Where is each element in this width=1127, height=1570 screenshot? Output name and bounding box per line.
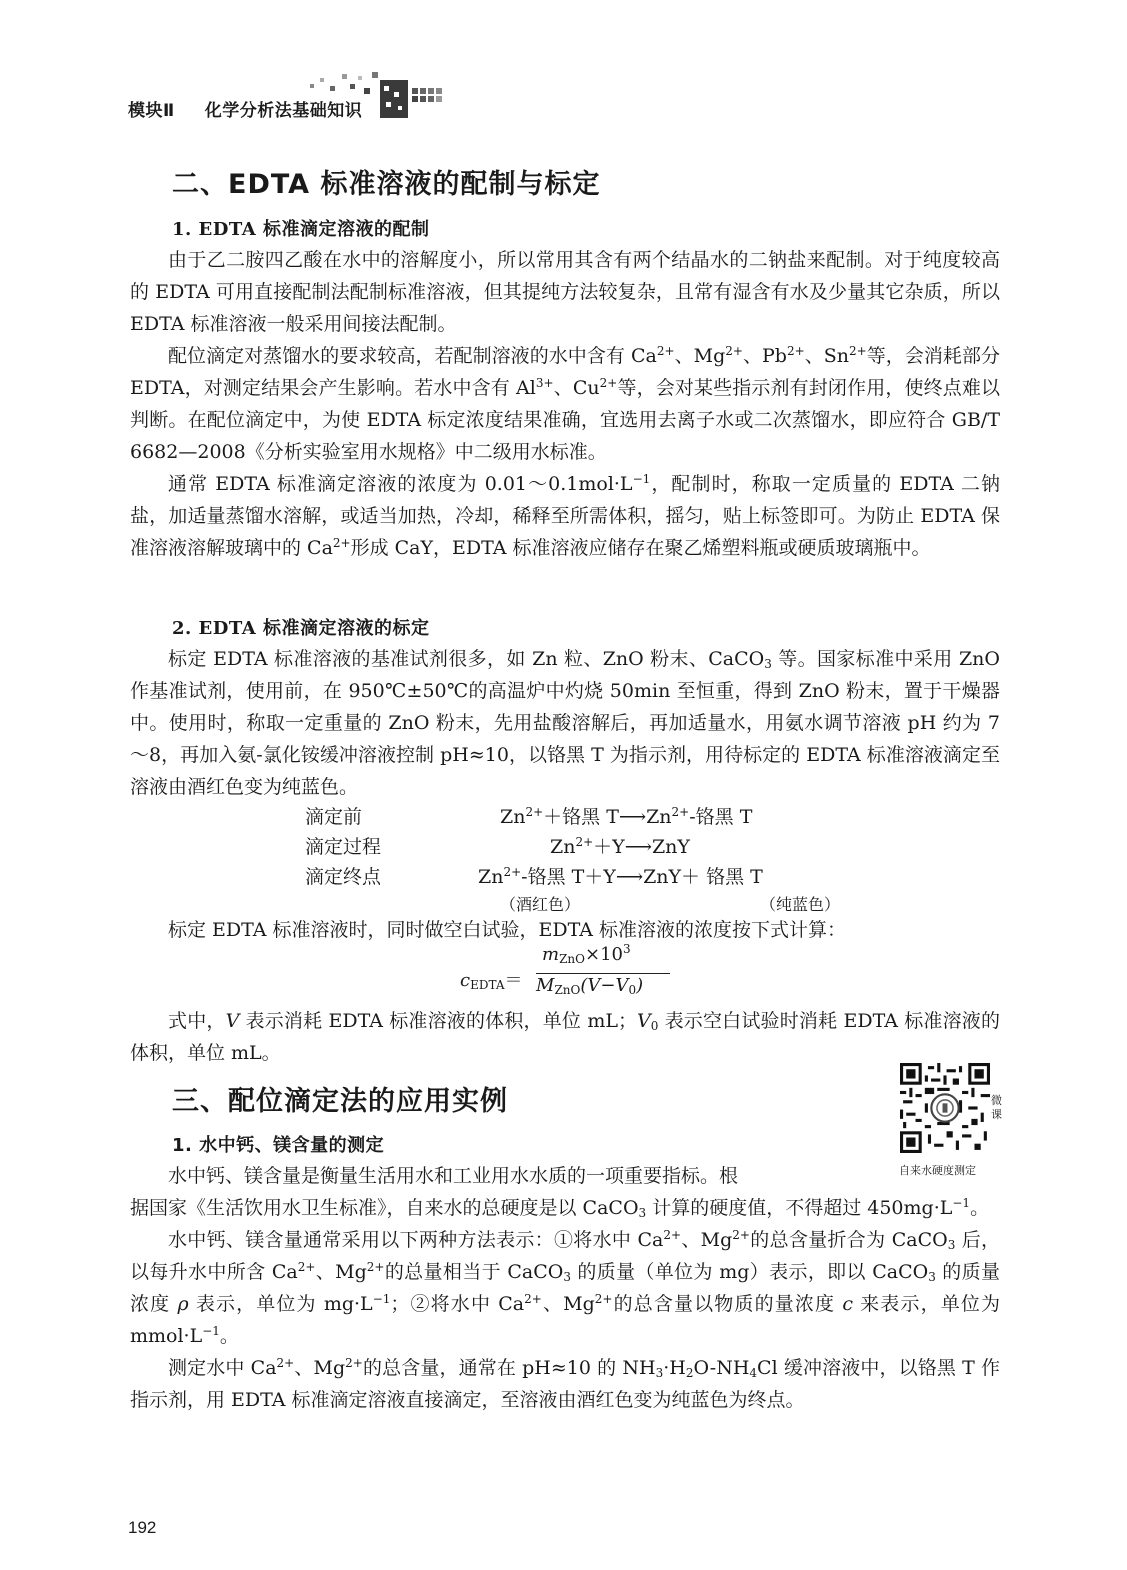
note-pure-blue: （纯蓝色）: [760, 895, 841, 914]
subheading-preparation: 1. EDTA 标准滴定溶液的配制: [172, 219, 430, 240]
paragraph: 配位滴定对蒸馏水的要求较高，若配制溶液的水中含有 $Ca^{2+}$、$Mg^{2+}$、$Pb^{2+}$、$Sn^{2+}$等，会消耗部分 EDTA，对测定结果会产生影响。若水中含有 $Al^{3+}$、$Cu^{2+}$等，会对某些指示剂有封闭作用，使终点难以判断。在配位滴定中，为使 EDTA 标定浓度结果准确，宜选用去离子水或二次蒸馏水，即应符合 GB/T 6682—2008《分析实验室用水规格》中二级用水标准。: [130, 344, 1000, 463]
label-before-titration: 滴定前: [305, 806, 363, 828]
paragraph-block-2: [130, 643, 1000, 803]
qr-caption: 自来水硬度测定: [899, 1164, 976, 1177]
module-label: 模块Ⅱ: [128, 101, 175, 121]
label-end-point: 滴定终点: [305, 866, 382, 888]
chapter-title: 化学分析法基础知识: [204, 101, 363, 121]
paragraph: 水中钙、镁含量通常采用以下两种方法表示：①将水中 $Ca^{2+}$、$Mg^{2+}$的总含量折合为 CaCO$_3$ 后，以每升水中所含 $Ca^{2+}$、$Mg^{2+}$的总量相当于 CaCO$_3$ 的质量（单位为 mg）表示，即以 CaCO$_3$ 的质量浓度 ρ 表示，单位为 $mg\cdot L^{-1}$；②将水中 $Ca^{2+}$、$Mg^{2+}$的总含量以物质的量浓度 c 来表示，单位为 $mmol\cdot L^{-1}$。: [130, 1228, 1001, 1347]
paragraph: 据国家《生活饮用水卫生标准》，自来水的总硬度是以 CaCO$_3$ 计算的硬度值，不得超过 $450mg\cdot L^{-1}$。: [130, 1196, 990, 1220]
label-during-titration: 滴定过程: [305, 836, 382, 858]
subheading-standardization: 2. EDTA 标准滴定溶液的标定: [172, 618, 430, 639]
page-number: 192: [128, 1518, 157, 1537]
note-wine-red: （酒红色）: [500, 895, 581, 914]
formula-numerator: $m_{ZnO}\times 10^3$: [542, 942, 631, 966]
paragraph: 标定 EDTA 标准溶液时，同时做空白试验，EDTA 标准溶液的浓度按下式计算：: [168, 919, 847, 941]
section-heading-applications: 三、配位滴定法的应用实例: [172, 1086, 508, 1117]
paragraph-block-3: [130, 914, 1000, 946]
section-heading-edta: 二、EDTA 标准溶液的配制与标定: [172, 169, 601, 200]
fraction-bar: [536, 973, 670, 974]
paragraph: 通常 EDTA 标准滴定溶液的浓度为 $0.01\sim 0.1mol\cdot L^{-1}$，配制时，称取一定质量的 EDTA 二钠盐，加适量蒸馏水溶解，或适当加热，冷却，稀释至所需体积，摇匀，贴上标签即可。为防止 EDTA 保准溶液溶解玻璃中的 $Ca^{2+}$形成 CaY，EDTA 标准溶液应储存在聚乙烯塑料瓶或硬质玻璃瓶中。: [130, 472, 1000, 559]
paragraph-block-5b: [130, 1192, 1000, 1416]
subheading-ca-mg: 1. 水中钙、镁含量的测定: [172, 1135, 385, 1156]
paragraph: 标定 EDTA 标准溶液的基准试剂很多，如 Zn 粒、ZnO 粉末、CaCO$_3$ 等。国家标准中采用 ZnO 作基准试剂，使用前，在 950℃±50℃的高温炉中灼烧 50min 至恒重，得到 ZnO 粉末，置于干燥器中。使用时，称取一定重量的 ZnO 粉末，先用盐酸溶解后，再加适量水，用氨水调节溶液 pH 约为 7～8，再加入氨-氯化铵缓冲溶液控制 pH≈10，以铬黑 T 为指示剂，用待标定的 EDTA 标准溶液滴定至溶液由酒红色变为纯蓝色。: [130, 648, 1000, 798]
formula-lhs: $c_{EDTA}=$: [460, 970, 523, 992]
header-pattern-decoration: [300, 62, 450, 122]
qr-code-icon[interactable]: [900, 1063, 990, 1153]
paragraph: 水中钙、镁含量是衡量生活用水和工业用水水质的一项重要指标。根: [168, 1165, 739, 1187]
paragraph-block-4: [130, 1005, 1000, 1069]
paragraph: 式中，V 表示消耗 EDTA 标准溶液的体积，单位 mL；$V_0$ 表示空白试验时消耗 EDTA 标准溶液的体积，单位 mL。: [130, 1010, 1000, 1064]
paragraph: 测定水中 $Ca^{2+}$、$Mg^{2+}$的总含量，通常在 pH≈10 的 $NH_3\cdot H_2O-NH_4Cl$ 缓冲溶液中，以铬黑 T 作指示剂，用 EDTA 标准滴定溶液直接滴定，至溶液由酒红色变为纯蓝色为终点。: [130, 1356, 1000, 1411]
concentration-formula: [460, 944, 720, 1004]
equation-during: $Zn^{2+}+Y⟶ZnY$: [550, 835, 690, 858]
qr-side-label: 微课: [991, 1094, 1002, 1121]
paragraph-block-5a: [130, 1160, 865, 1192]
equation-end: $Zn^{2+}-$铬黑 T＋Y⟶ZnY＋ 铬黑 T: [478, 865, 763, 888]
equation-before: $Zn^{2+}+$铬黑 $T⟶Zn^{2+}-$铬黑 T: [500, 805, 753, 828]
paragraph: 由于乙二胺四乙酸在水中的溶解度小，所以常用其含有两个结晶水的二钠盐来配制。对于纯度较高的 EDTA 可用直接配制法配制标准溶液，但其提纯方法较复杂，且常有湿含有水及少量其它杂质，所以 EDTA 标准溶液一般采用间接法配制。: [130, 249, 1000, 335]
formula-denominator: $M_{ZnO}(V-V_0)$: [536, 975, 644, 997]
paragraph-block-1: [130, 244, 1000, 564]
